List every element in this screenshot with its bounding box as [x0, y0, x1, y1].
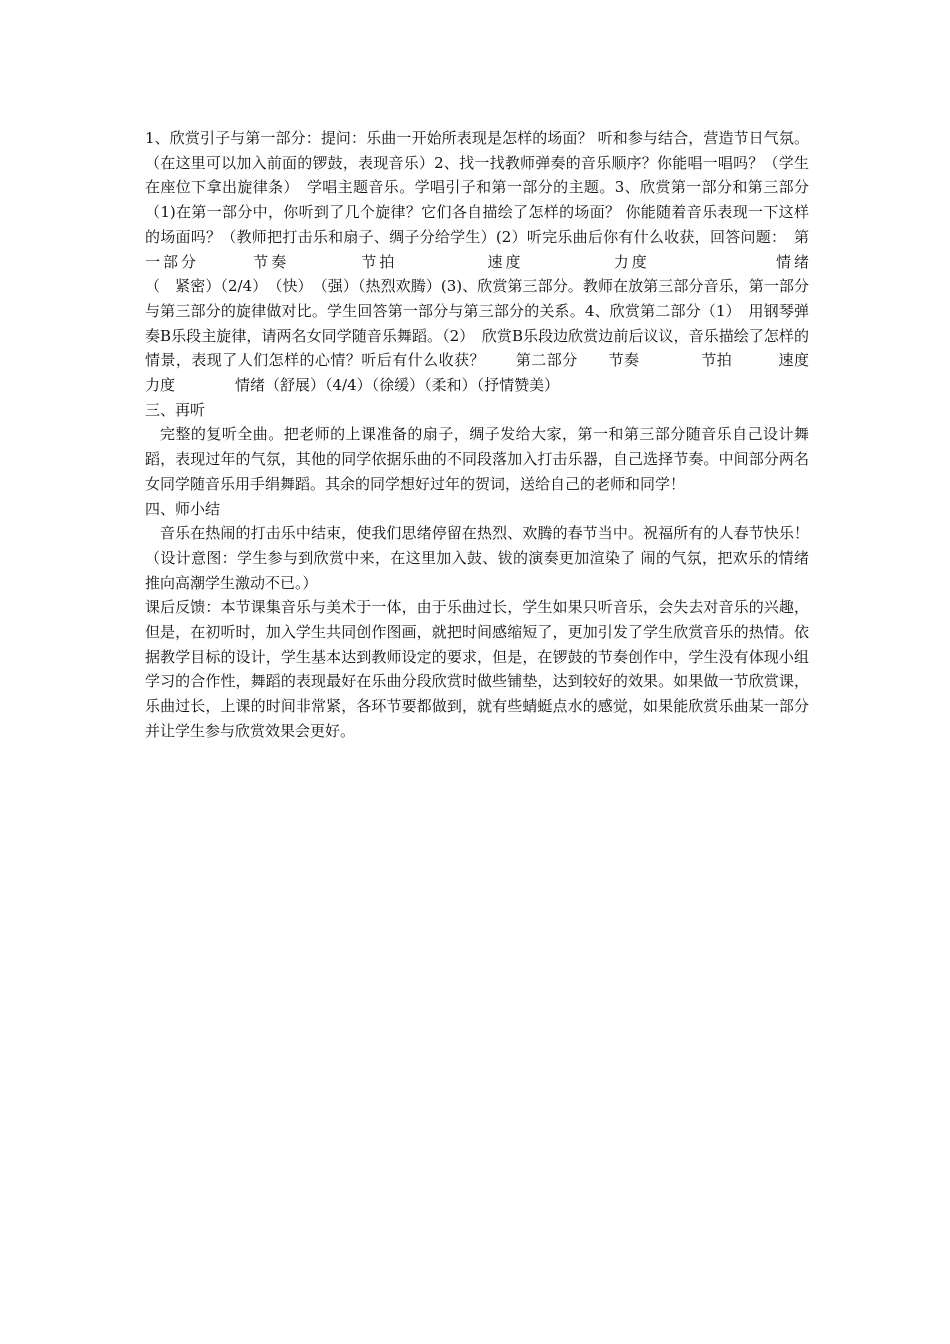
paragraph-listen-again: 完整的复听全曲。把老师的上课准备的扇子，绸子发给大家，第一和第三部分随音乐自己设计舞蹈，表现过年的气氛，其他的同学依据乐曲的不同段落加入打击乐器，自己选择节奏。中间部分两名女同学随音乐用手绢舞蹈。其余的同学想好过年的贺词，送给自己的老师和同学！ [145, 425, 809, 493]
paragraph-teacher-summary: 音乐在热闹的打击乐中结束，使我们思绪停留在热烈、欢腾的春节当中。祝福所有的人春节快乐！（设计意图：学生参与到欣赏中来，在这里加入鼓、钹的演奏更加渲染了 闹的气氛，把欢乐的情绪推向高潮学生激动不已。） [145, 524, 809, 592]
heading-listen-again: 三、再听 [145, 400, 206, 419]
heading-teacher-summary: 四、师小结 [145, 499, 221, 518]
paragraph-after-class-feedback: 课后反馈：本节课集音乐与美术于一体，由于乐曲过长，学生如果只听音乐，会失去对音乐的兴趣，但是，在初听时，加入学生共同创作图画，就把时间感缩短了，更加引发了学生欣赏音乐的热情。依据教学目标的设计，学生基本达到教师设定的要求，但是，在锣鼓的节奏创作中，学生没有体现小组学习的合作性，舞蹈的表现最好在乐曲分段欣赏时做些铺垫，达到较好的效果。如果做一节欣赏课，乐曲过长，上课的时间非常紧，各环节要都做到，就有些蜻蜓点水的感觉，如果能欣赏乐曲某一部分并让学生参与欣赏效果会更好。 [145, 598, 809, 740]
paragraph-lesson-steps: 1、欣赏引子与第一部分：提问：乐曲一开始所表现是怎样的场面？ 听和参与结合，营造节日气氛。（在这里可以加入前面的锣鼓，表现音乐）2、找一找教师弹奏的音乐顺序？你能唱一唱吗？（学生在座位下拿出旋律条） 学唱主题音乐。学唱引子和第一部分的主题。3、欣赏第一部分和第三部分 （1)在第一部分中，你听到了几个旋律？它们各自描绘了怎样的场面？ 你能随着音乐表现一下这样的场面吗？（教师把打击乐和扇子、绸子分给学生）(2）听完乐曲后你有什么收获，回答问题： 第一部分 节奏 节拍 速度 力度 情绪 （ 紧密）（2/4） （快） （强）（热烈欢腾）(3)、欣赏第三部分。教师在放第三部分音乐，第一部分与第三部分的旋律做对比。学生回答第一部分与第三部分的关系。4、欣赏第二部分（1） 用钢琴弹奏B乐段主旋律，请两名女同学随音乐舞蹈。（2） 欣赏B乐段边欣赏边前后议议，音乐描绘了怎样的情景，表现了人们怎样的心情？听后有什么收获？ 第二部分 节奏 节拍 速度 力度 情绪（舒展）（4/4）（徐缓）（柔和）（抒情赞美） [145, 129, 930, 395]
document-body [145, 126, 930, 744]
